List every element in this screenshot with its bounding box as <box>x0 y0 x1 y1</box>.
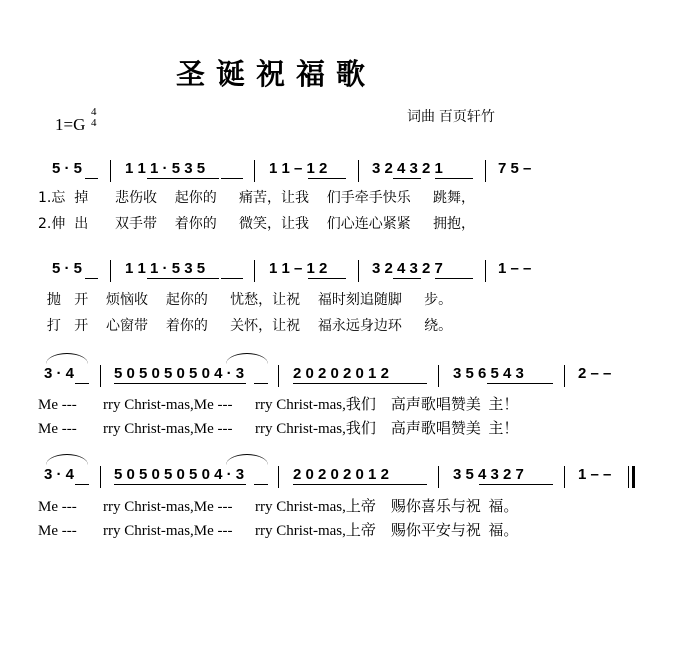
measure: 3 2 4 3 2 7 <box>372 260 443 277</box>
underline <box>75 383 89 384</box>
measure: 1 – – <box>498 260 532 277</box>
underline <box>85 178 98 179</box>
lyric-line: 2.伸 出 双手带 着你的 微笑，让我 们心连心紧紧 拥抱， <box>38 216 476 232</box>
slur <box>226 353 268 364</box>
measure: 1 1 – 1 2 <box>269 160 328 177</box>
underline <box>308 178 346 179</box>
barline <box>358 160 359 182</box>
measure: 5 0 5 0 5 0 5 0 4 · 3 <box>114 365 245 382</box>
lyric-line: Me --- rry Christ-mas,Me --- rry Christ-mas,我们 高声歌唱赞美 主！ <box>38 397 519 413</box>
barline <box>564 365 565 387</box>
measure: 5 · 5 <box>52 160 83 177</box>
underline <box>114 484 246 485</box>
lyric-line: 1.忘 掉 悲伤收 起你的 痛苦，让我 们手牵手快乐 跳舞， <box>38 190 476 206</box>
song-title: 圣诞祝福歌 <box>176 57 377 91</box>
measure: 5 · 5 <box>52 260 83 277</box>
barline <box>100 466 101 488</box>
measure: 3 · 4 <box>44 466 75 483</box>
time-signature-bottom: 4 <box>91 117 97 129</box>
underline <box>308 278 346 279</box>
barline <box>485 260 486 282</box>
slur <box>226 454 268 465</box>
slur <box>46 353 88 364</box>
barline <box>254 160 255 182</box>
barline <box>438 466 439 488</box>
measure: 2 – – <box>578 365 612 382</box>
time-signature-top: 4 <box>91 106 97 118</box>
barline <box>564 466 565 488</box>
underline <box>293 383 427 384</box>
underline <box>254 383 268 384</box>
underline <box>487 383 553 384</box>
barline <box>254 260 255 282</box>
credit-line: 词曲 百页轩竹 <box>407 108 495 124</box>
underline <box>293 484 427 485</box>
underline <box>147 278 219 279</box>
measure: 5 0 5 0 5 0 5 0 4 · 3 <box>114 466 245 483</box>
measure: 1 1 – 1 2 <box>269 260 328 277</box>
barline <box>358 260 359 282</box>
final-barline-thick <box>632 466 635 488</box>
measure: 1 – – <box>578 466 612 483</box>
underline <box>147 178 219 179</box>
underline <box>254 484 268 485</box>
barline <box>278 365 279 387</box>
underline <box>75 484 89 485</box>
lyric-line: Me --- rry Christ-mas,Me --- rry Christ-mas,上帝 赐你喜乐与祝 福。 <box>38 499 519 515</box>
measure: 7 5 – <box>498 160 532 177</box>
measure: 3 5 4 3 2 7 <box>453 466 524 483</box>
underline <box>479 484 553 485</box>
underline <box>221 178 243 179</box>
time-signature <box>91 107 97 129</box>
barline <box>110 260 111 282</box>
underline <box>435 278 473 279</box>
lyric-line: Me --- rry Christ-mas,Me --- rry Christ-mas,我们 高声歌唱赞美 主！ <box>38 421 519 437</box>
barline <box>438 365 439 387</box>
key-signature: 1=G <box>55 115 86 134</box>
underline <box>85 278 98 279</box>
lyric-line: Me --- rry Christ-mas,Me --- rry Christ-mas,上帝 赐你平安与祝 福。 <box>38 523 519 539</box>
barline <box>485 160 486 182</box>
measure: 1 1 1 · 5 3 5 <box>125 160 206 177</box>
underline <box>435 178 473 179</box>
slur <box>46 454 88 465</box>
underline <box>393 278 421 279</box>
measure: 3 2 4 3 2 1 <box>372 160 443 177</box>
measure: 3 5 6 5 4 3 <box>453 365 524 382</box>
measure: 2 0 2 0 2 0 1 2 <box>293 365 389 382</box>
measure: 1 1 1 · 5 3 5 <box>125 260 206 277</box>
final-barline-thin <box>628 466 629 488</box>
barline <box>110 160 111 182</box>
lyric-line: 抛 开 烦恼收 起你的 忧愁，让祝 福时刻追随脚 步。 <box>38 292 453 308</box>
underline <box>221 278 243 279</box>
barline <box>278 466 279 488</box>
underline <box>114 383 246 384</box>
measure: 3 · 4 <box>44 365 75 382</box>
lyric-line: 打 开 心窗带 着你的 关怀，让祝 福永远身边环 绕。 <box>38 318 453 334</box>
measure: 2 0 2 0 2 0 1 2 <box>293 466 389 483</box>
barline <box>100 365 101 387</box>
underline <box>393 178 421 179</box>
